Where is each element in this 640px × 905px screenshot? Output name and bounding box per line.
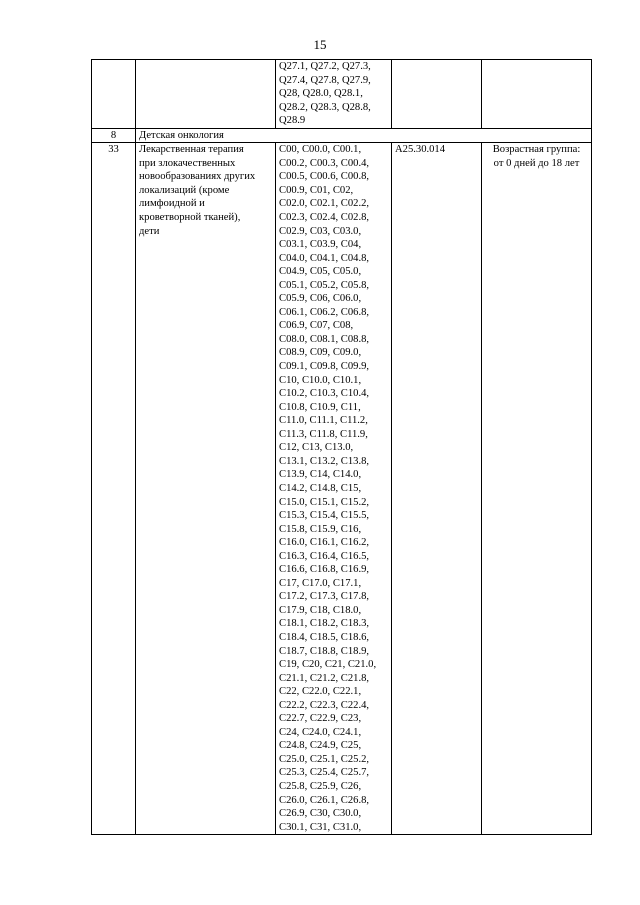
cell-text-line: C10.2, C10.3, C10.4, <box>279 388 370 400</box>
cell-text-line: Возрастная группа: <box>492 144 581 156</box>
cell-text-line: C10, C10.0, C10.1, <box>279 374 362 386</box>
cell-text-line: C17.2, C17.3, C17.8, <box>279 591 370 603</box>
service-code-cell: A25.30.014 <box>392 143 482 835</box>
entry-row <box>92 143 592 835</box>
row-number-cell: 33 <box>92 143 136 835</box>
cell-text-line: C15.8, C15.9, C16, <box>279 523 362 535</box>
cell-text-line: C10.8, C10.9, C11, <box>279 401 361 413</box>
cell-text-line: C05.9, C06, C06.0, <box>279 293 362 305</box>
row-number-cell <box>92 60 136 129</box>
cell-text-line: C22, C22.0, C22.1, <box>279 686 362 698</box>
cell-text-line: C00, C00.0, C00.1, <box>279 144 362 156</box>
cell-text-line: C16.0, C16.1, C16.2, <box>279 537 370 549</box>
cell-text-line: дети <box>139 225 160 237</box>
cell-text-line: C04.0, C04.1, C04.8, <box>279 252 370 264</box>
cell-text-line: C22.2, C22.3, C22.4, <box>279 699 370 711</box>
cell-text-line: C00.2, C00.3, C00.4, <box>279 157 370 169</box>
cell-text-line: Q28.9 <box>279 115 306 127</box>
cell-text-line: C24, C24.0, C24.1, <box>279 726 362 738</box>
page-number: 15 <box>313 37 327 52</box>
cell-text-line: C08.9, C09, C09.0, <box>279 347 362 359</box>
cell-text-line: кроветворной тканей), <box>139 212 241 224</box>
cell-text-line: C12, C13, C13.0, <box>279 442 354 454</box>
cell-text-line: Лекарственная терапия <box>139 144 244 156</box>
cell-text-line: C18.1, C18.2, C18.3, <box>279 618 370 630</box>
cell-text-line: C06.1, C06.2, C06.8, <box>279 306 370 318</box>
cell-text-line: C13.9, C14, C14.0, <box>279 469 362 481</box>
cell-text-line: лимфоидной и <box>139 198 205 210</box>
cell-text-line: Q28, Q28.0, Q28.1, <box>279 88 363 100</box>
cell-text-line: локализаций (кроме <box>139 184 230 196</box>
extra-criteria-cell <box>482 60 592 129</box>
cell-text-line: C15.0, C15.1, C15.2, <box>279 496 370 508</box>
cell-text-line: C17.9, C18, C18.0, <box>279 604 362 616</box>
section-row <box>92 128 592 143</box>
cell-text-line: Q27.4, Q27.8, Q27.9, <box>279 74 371 86</box>
service-code-cell <box>392 60 482 129</box>
cell-text-line: C00.5, C00.6, C00.8, <box>279 171 370 183</box>
cell-text-line: C04.9, C05, C05.0, <box>279 266 362 278</box>
clinical-groups-table <box>91 59 592 835</box>
continuation-row <box>92 60 592 129</box>
cell-text-line: при злокачественных <box>139 157 236 169</box>
cell-text-line: C09.1, C09.8, C09.9, <box>279 361 370 373</box>
cell-text-line: C06.9, C07, C08, <box>279 320 354 332</box>
cell-text-line: C02.3, C02.4, C02.8, <box>279 212 370 224</box>
cell-text-line: C02.0, C02.1, C02.2, <box>279 198 370 210</box>
cell-text-line: C11.3, C11.8, C11.9, <box>279 428 368 440</box>
cell-text-line: C03.1, C03.9, C04, <box>279 239 362 251</box>
cell-text-line: C08.0, C08.1, C08.8, <box>279 333 370 345</box>
cell-text-line: C24.8, C24.9, C25, <box>279 740 362 752</box>
icd-codes-cell <box>276 60 392 129</box>
cell-text-line: Q27.1, Q27.2, Q27.3, <box>279 61 371 72</box>
cell-text-line: C16.6, C16.8, C16.9, <box>279 564 370 576</box>
cell-text-line: C11.0, C11.1, C11.2, <box>279 415 368 427</box>
cell-text-line: C17, C17.0, C17.1, <box>279 577 362 589</box>
cell-text-line: новообразованиях других <box>139 171 256 183</box>
cell-text-line: C14.2, C14.8, C15, <box>279 482 362 494</box>
icd-codes-cell <box>276 143 392 835</box>
cell-text-line: C25.3, C25.4, C25.7, <box>279 767 370 779</box>
section-title-cell: Детская онкология <box>136 128 592 143</box>
section-number-cell: 8 <box>92 128 136 143</box>
cell-text-line: C16.3, C16.4, C16.5, <box>279 550 370 562</box>
cell-text-line: C26.0, C26.1, C26.8, <box>279 794 370 806</box>
cell-text-line: C05.1, C05.2, C05.8, <box>279 279 370 291</box>
extra-criteria-cell <box>482 143 592 835</box>
cell-text-line: C26.9, C30, C30.0, <box>279 808 362 820</box>
group-name-cell <box>136 60 276 129</box>
cell-text-line: C19, C20, C21, C21.0, <box>279 659 377 671</box>
cell-text-line: C21.1, C21.2, C21.8, <box>279 672 370 684</box>
cell-text-line: Q28.2, Q28.3, Q28.8, <box>279 101 371 113</box>
cell-text-line: C13.1, C13.2, C13.8, <box>279 455 370 467</box>
cell-text-line: C00.9, C01, C02, <box>279 184 354 196</box>
cell-text-line: C18.7, C18.8, C18.9, <box>279 645 370 657</box>
cell-text-line: C25.8, C25.9, C26, <box>279 780 362 792</box>
cell-text-line: C22.7, C22.9, C23, <box>279 713 362 725</box>
cell-text-line: C18.4, C18.5, C18.6, <box>279 631 370 643</box>
cell-text-line: от 0 дней до 18 лет <box>493 157 580 169</box>
group-name-cell <box>136 143 276 835</box>
cell-text-line: C25.0, C25.1, C25.2, <box>279 753 370 765</box>
cell-text-line: C02.9, C03, C03.0, <box>279 225 362 237</box>
cell-text-line: C15.3, C15.4, C15.5, <box>279 510 370 522</box>
cell-text-line: C30.1, C31, C31.0, <box>279 821 362 833</box>
